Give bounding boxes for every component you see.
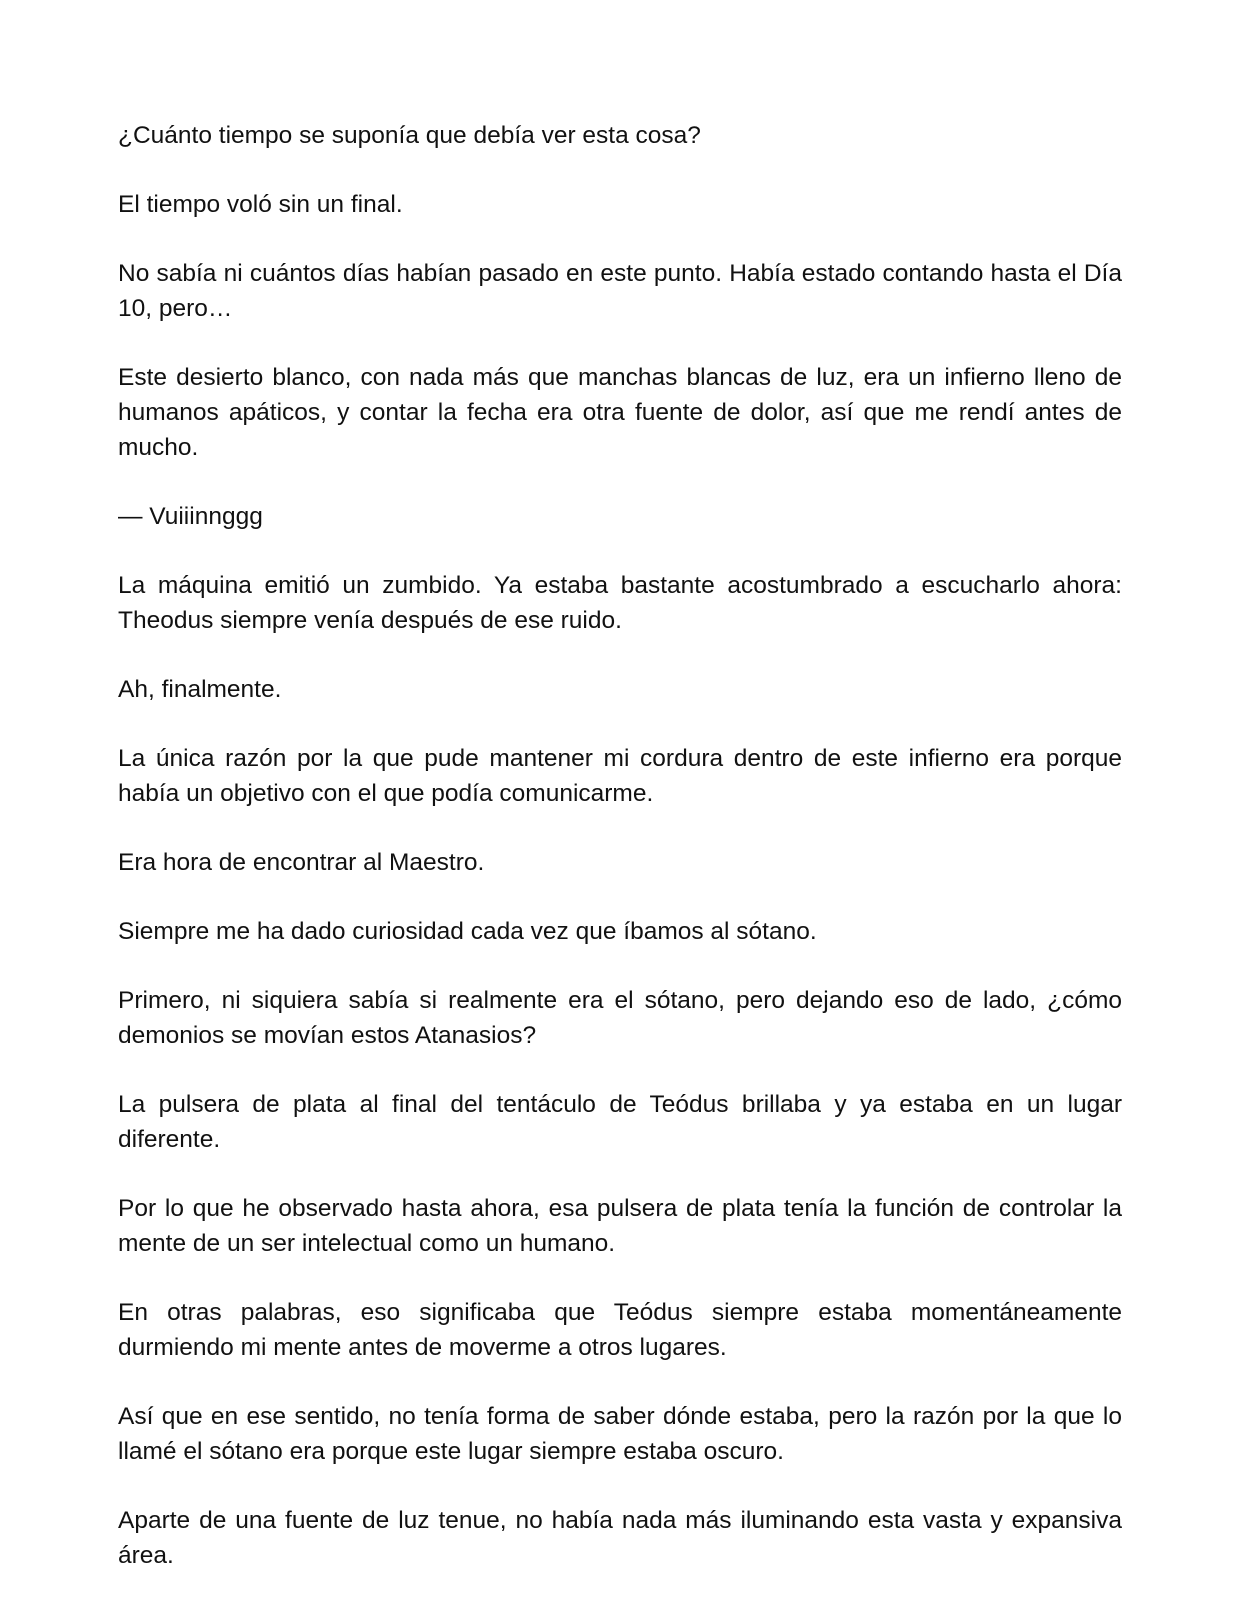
paragraph: La única razón por la que pude mantener mi cordura dentro de este infierno era porque había un objetivo con el que podía comunicarme. [118,745,1122,807]
paragraph: Era hora de encontrar al Maestro. [118,849,485,876]
paragraph: En otras palabras, eso significaba que Teódus siempre estaba momentáneamente durmiendo mi mente antes de moverme a otros lugares. [118,1299,1122,1361]
document-body [118,118,1122,1573]
paragraph: Así que en ese sentido, no tenía forma de saber dónde estaba, pero la razón por la que lo llamé el sótano era porque este lugar siempre estaba oscuro. [118,1403,1122,1465]
paragraph: La máquina emitió un zumbido. Ya estaba bastante acostumbrado a escucharlo ahora: Theodus siempre venía después de ese ruido. [118,572,1122,634]
paragraph: Aparte de una fuente de luz tenue, no había nada más iluminando esta vasta y expansiva área. [118,1507,1122,1569]
paragraph: Ah, finalmente. [118,676,282,703]
paragraph: ¿Cuánto tiempo se suponía que debía ver esta cosa? [118,122,701,149]
paragraph: No sabía ni cuántos días habían pasado en este punto. Había estado contando hasta el Día 10, pero… [118,260,1122,322]
paragraph: El tiempo voló sin un final. [118,191,403,218]
paragraph: La pulsera de plata al final del tentáculo de Teódus brillaba y ya estaba en un lugar diferente. [118,1091,1122,1153]
paragraph: Este desierto blanco, con nada más que manchas blancas de luz, era un infierno lleno de humanos apáticos, y contar la fecha era otra fuente de dolor, así que me rendí antes de mucho. [118,364,1122,461]
paragraph: Primero, ni siquiera sabía si realmente era el sótano, pero dejando eso de lado, ¿cómo demonios se movían estos Atanasios? [118,987,1122,1049]
paragraph: Por lo que he observado hasta ahora, esa pulsera de plata tenía la función de controlar la mente de un ser intelectual como un humano. [118,1195,1122,1257]
paragraph: Siempre me ha dado curiosidad cada vez que íbamos al sótano. [118,918,817,945]
paragraph: — Vuiiinnggg [118,503,263,530]
